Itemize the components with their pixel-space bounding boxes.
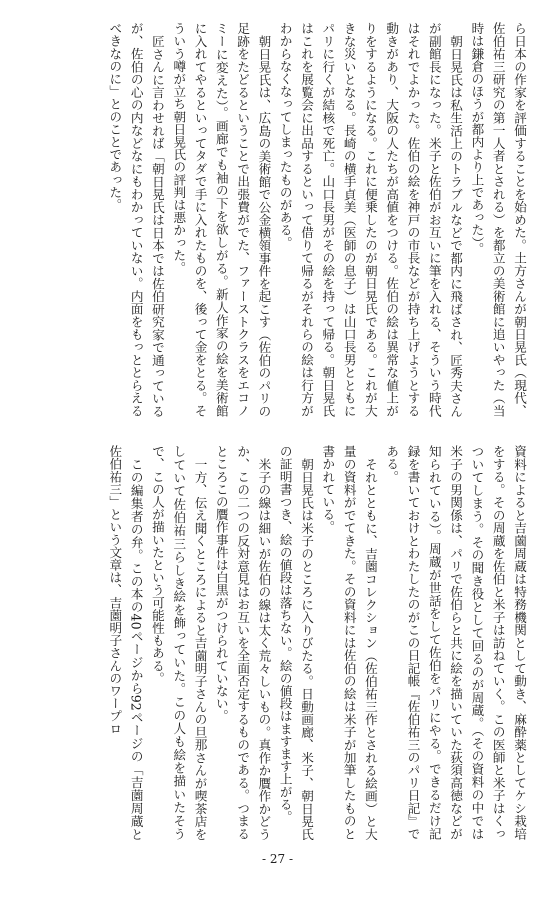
- paragraph: それとともに、吉薗コレクション（佐伯祐三作とされる絵画）と大量の資料がでてきた。その資料には佐伯の絵は米子が加筆したものと書かれている。: [320, 445, 378, 840]
- upper-text-block: [30, 22, 530, 417]
- paragraph: ら日本の作家を評価することを始めた。土方さんが朝日晃氏（現代、佐伯祐三研究の第一人者とされる）を都立の美術館に追いやった（当時は鎌倉のほうが都内より上であった）。: [469, 22, 527, 417]
- paragraph: 朝日晃氏は米子のところに入りびたる。日動画廊、米子、朝日晃氏の証明書つき、絵の値段は落ちない。絵の値段はますます上がる。: [277, 445, 315, 840]
- paragraph: 朝日晃氏は私生活上のトラブルなどで都内に飛ばされ、匠秀夫さんが副館長になった。米子と佐伯がお互いに筆を入れる、そういう時代はそれでよかった。佐伯の絵を神戸の市長などが持ち上げようとする動きがあり、大阪の人たちが高値をつける。佐伯の絵は異常な値上がりをするようになる。これに便乗したのが朝日晃氏である。これが大きな災いとなる。長崎の横手貞美（医師の息子）は山口長男とともにパリに行くが結核で死亡。山口長男がその絵を持って帰る。朝日晃氏はこれを展覧会に出品するといって借りて帰るがそれらの絵は行方がわからなくなってしまったものがある。: [277, 22, 464, 417]
- paragraph: この編集者の弁。この本の40ページから92ページの「吉薗周蔵と佐伯祐三」という文章は、吉薗明子さんのワープロ: [107, 445, 144, 840]
- paragraph: 資料によると吉薗周蔵は特務機関として動き、麻酔薬としてケシ栽培をする。その周蔵を佐伯と米子は訪ねていく。この医師と米子はくっついてしまう。その聞き役として回るのが周蔵。（その資料の中では米子の男関係は、パリで佐伯らと共に絵を描いていた荻須高徳などが知られている）。周蔵が世話をして佐伯をパリにやる。できるだけ記録を書いておけとわたしたのがこの日記帳『佐伯祐三のパリ日記』である。: [384, 445, 527, 840]
- paragraph: 朝日晃氏は、広島の美術館で公金横領事件を起こす（佐伯のパリの足跡をたどるということで出張費がでた、ファーストクラスをエコノミーに変えた）。画廊でも袖の下を欲しがる。新人作家の絵を美術館に入れてやるといってタダで手に入れたものを、後って金をとる。そういう噂が立ち朝日晃氏の評判は悪かった。: [171, 22, 272, 417]
- paragraph: 米子の線は細いが佐伯の線は太く荒々しいもの。真作か贋作かどうか、この二つの反対意見はお互いを全面否定するものである。つまるところこの贋作事件は白黒がつけられていない。: [213, 445, 272, 840]
- lower-text-block: [30, 445, 530, 840]
- paragraph: 匠さんに言わせれば「朝日晃氏は日本では佐伯研究家で通っているが、佐伯の心の内などなにもわかっていない。内面をもっととらえるべきなのに」とのことであった。: [107, 22, 165, 417]
- paragraph: 一方、伝え聞くところによると吉薗明子さんの旦那さんが喫茶店をしていて佐伯祐三らしき絵を飾っていた。この人も絵を描いたそうで、この人が描いたという可能性もある。: [149, 445, 208, 840]
- page-number: - 27 -: [261, 852, 293, 866]
